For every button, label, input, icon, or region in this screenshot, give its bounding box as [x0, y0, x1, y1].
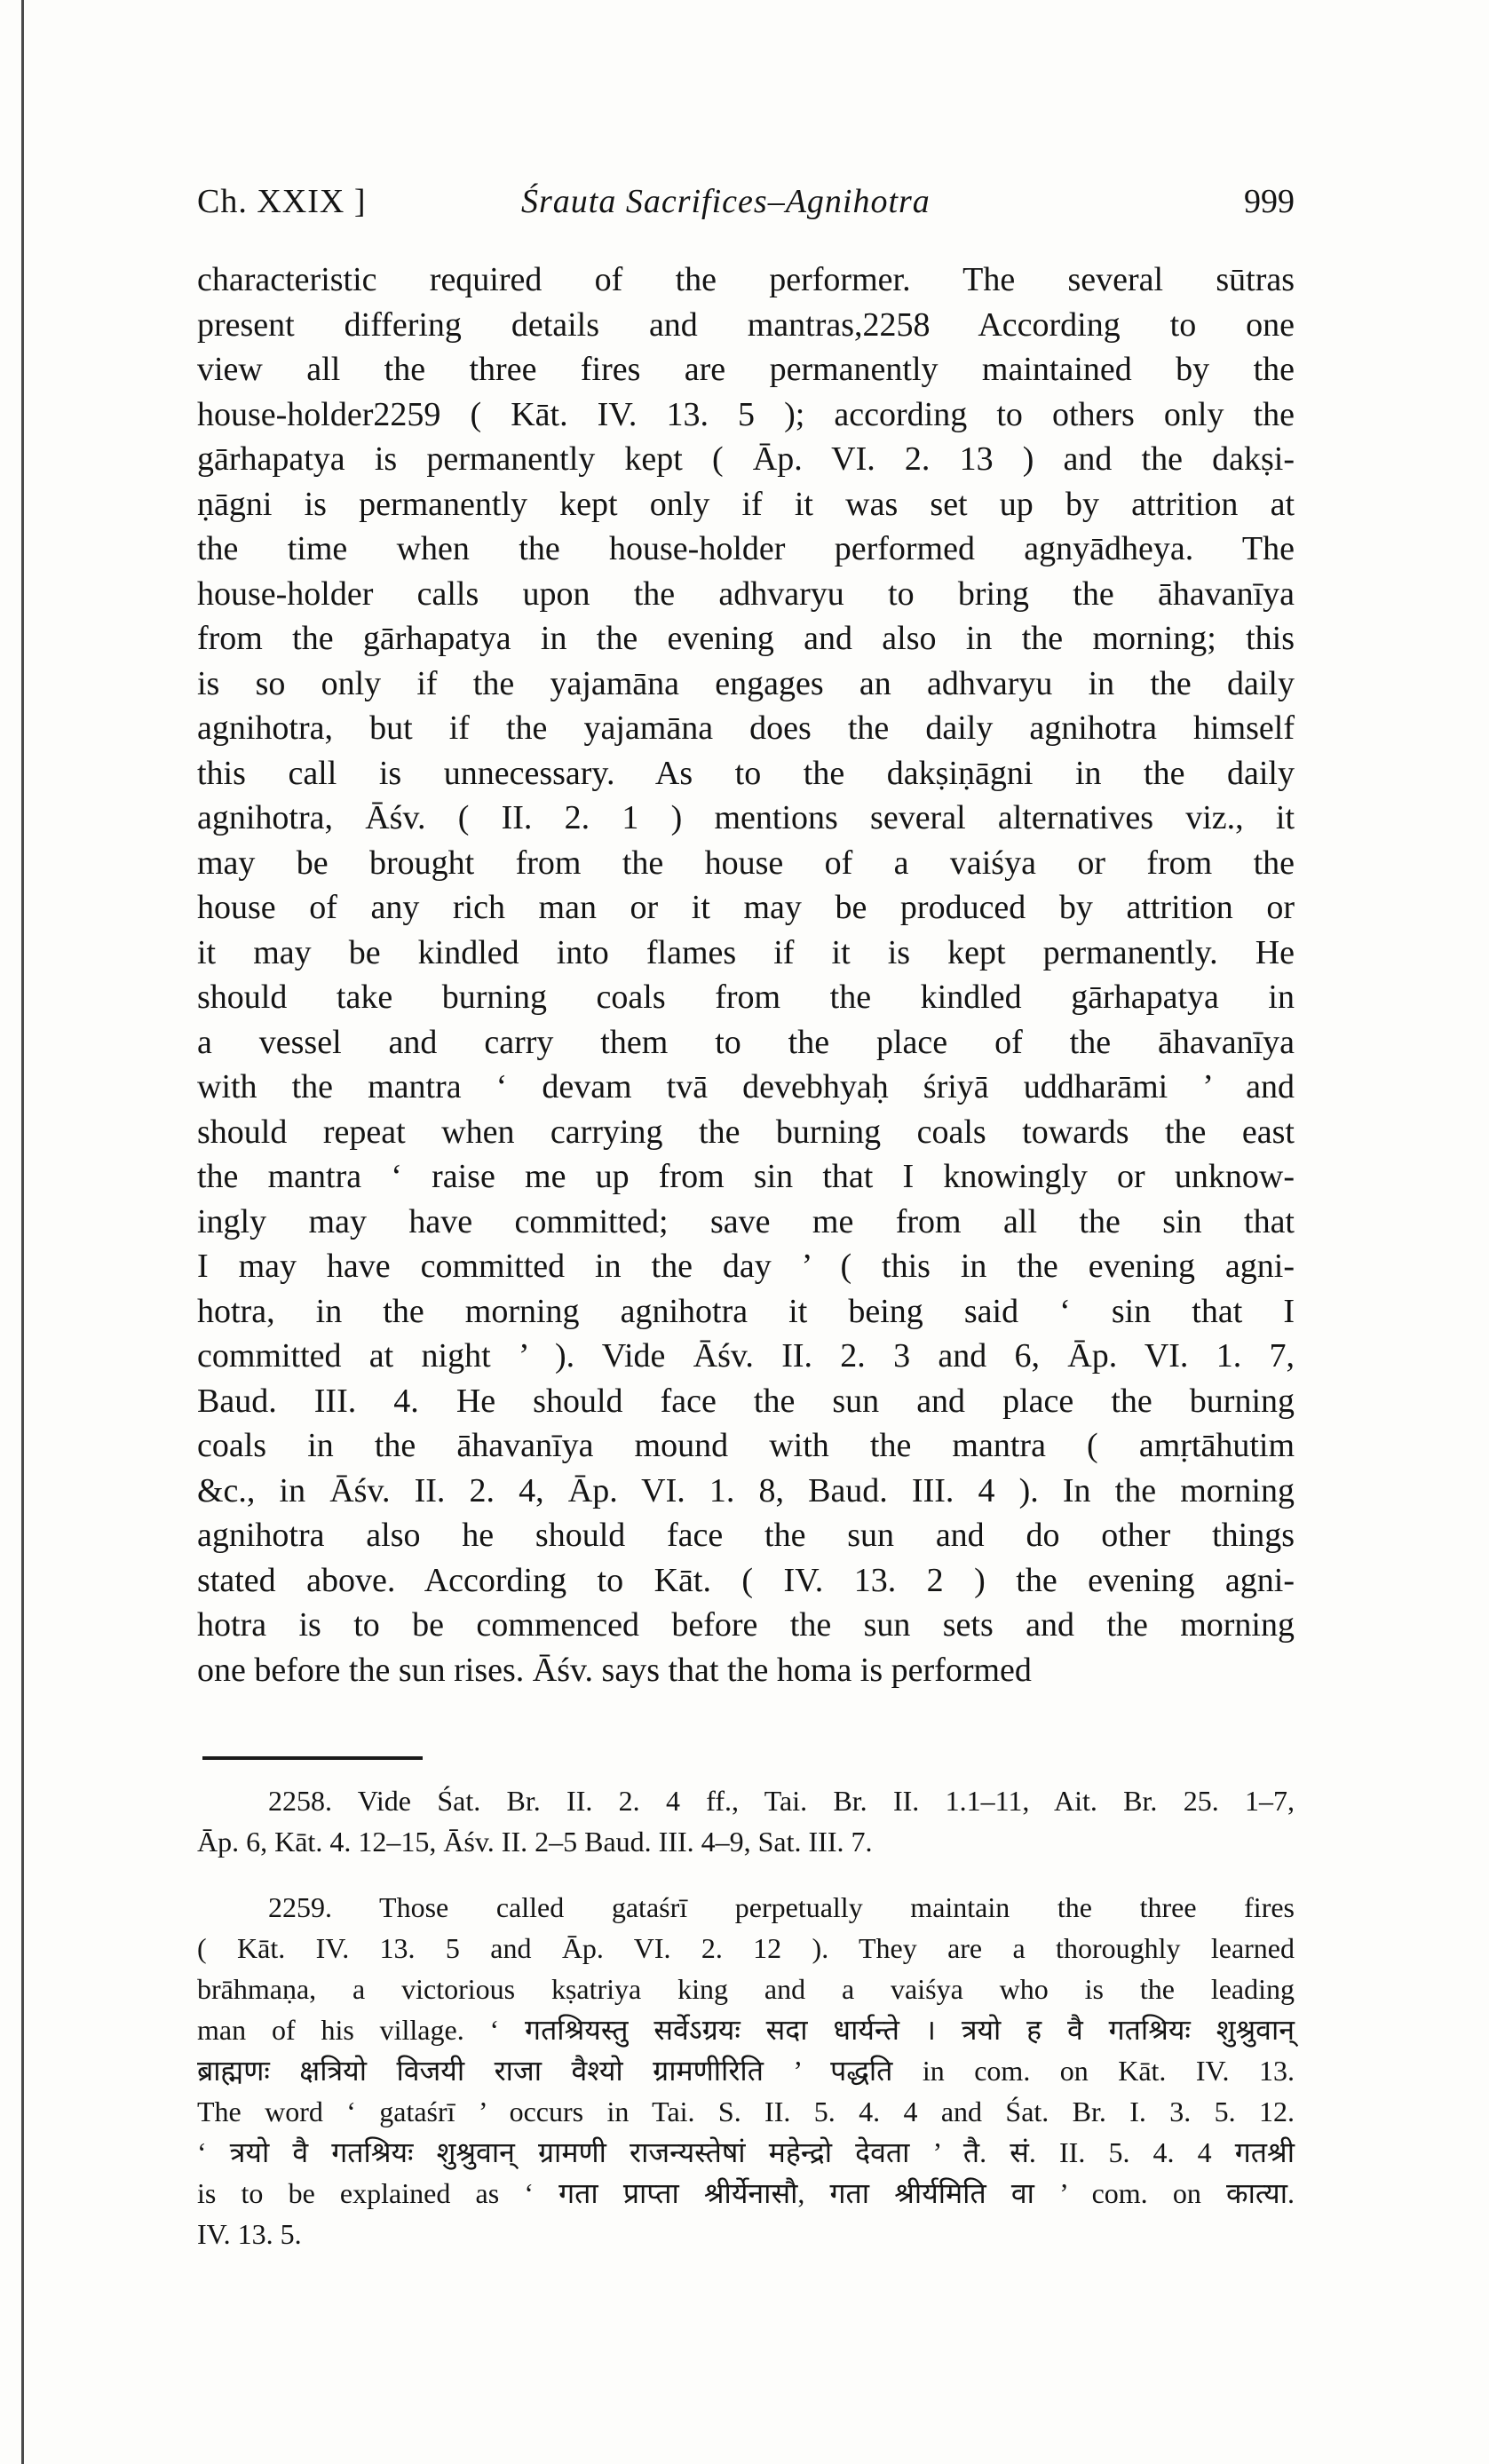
body-line: should repeat when carrying the burning coals towards the east: [197, 1113, 1295, 1151]
footnote-2259-line: ‘ त्रयो वै गतश्रियः शुश्रुवान् ग्रामणी राजन्यस्तेषां महेन्द्रो देवता ’ तै. सं. II. 5. 4. 4 गतश्री: [197, 2136, 1295, 2168]
section-title: Śrauta Sacrifices–Agnihotra: [521, 183, 931, 220]
footnote-gap: [197, 1862, 1295, 1887]
body-line: this call is unnecessary. As to the dakṣiṇāgni in the daily: [197, 754, 1295, 792]
body-line: I may have committed in the day ’ ( this in the evening agni-: [197, 1248, 1295, 1285]
footnote-separator-rule: [202, 1756, 423, 1760]
body-line: the mantra ‘ raise me up from sin that I knowingly or unknow-: [197, 1158, 1295, 1195]
body-line: stated above. According to Kāt. ( IV. 13. 2 ) the evening agni-: [197, 1561, 1295, 1599]
footnote-2259-line: brāhmaṇa, a victorious kṣatriya king and a vaiśya who is the leading: [197, 1973, 1295, 2005]
body-line: agnihotra, but if the yajamāna does the daily agnihotra himself: [197, 709, 1295, 747]
body-line: it may be kindled into flames if it is kept permanently. He: [197, 933, 1295, 971]
body-line: with the mantra ‘ devam tvā devebhyaḥ śriyā uddharāmi ’ and: [197, 1068, 1295, 1105]
body-line: hotra is to be commenced before the sun sets and the morning: [197, 1606, 1295, 1644]
body-line: the time when the house-holder performed agnyādheya. The: [197, 530, 1295, 567]
body-line: house-holder2259 ( Kāt. IV. 13. 5 ); according to others only the: [197, 395, 1295, 433]
body-paragraph: [197, 257, 1295, 1692]
footnote-2258-line: Āp. 6, Kāt. 4. 12–15, Āśv. II. 2–5 Baud. III. 4–9, Sat. III. 7.: [197, 1826, 873, 1858]
body-line: Baud. III. 4. He should face the sun and place the burning: [197, 1382, 1295, 1420]
body-line: characteristic required of the performer. The several sūtras: [197, 261, 1295, 298]
body-line: view all the three fires are permanently maintained by the: [197, 351, 1295, 388]
footnote-2259-line: is to be explained as ‘ गता प्राप्ता श्रीर्येनासौ, गता श्रीर्यमिति वा ’ com. on कात्या.: [197, 2177, 1295, 2209]
body-line: present differing details and mantras,2258 According to one: [197, 305, 1295, 344]
body-line: may be brought from the house of a vaiśya or from the: [197, 844, 1295, 882]
body-line: should take burning coals from the kindled gārhapatya in: [197, 978, 1295, 1016]
body-line: gārhapatya is permanently kept ( Āp. VI. 2. 13 ) and the dakṣi-: [197, 440, 1295, 478]
scan-gutter-line: [21, 0, 24, 2464]
body-line: committed at night ’ ). Vide Āśv. II. 2. 3 and 6, Āp. VI. 1. 7,: [197, 1337, 1295, 1375]
footnote-2259-line: IV. 13. 5.: [197, 2218, 302, 2250]
footnote-2259-line: 2259. Those called gataśrī perpetually maintain the three fires: [268, 1891, 1295, 1923]
body-line: house of any rich man or it may be produced by attrition or: [197, 889, 1295, 926]
chapter-label: Ch. XXIX ]: [197, 183, 367, 220]
page-number: 999: [1244, 183, 1295, 220]
body-line: from the gārhapatya in the evening and also in the morning; this: [197, 620, 1295, 657]
footnote-2259-line: man of his village. ‘ गतश्रियस्तु सर्वेऽग्रयः सदा धार्यन्ते । त्रयो ह वै गतश्रियः शुश्रुवान्: [197, 2014, 1295, 2046]
footnote-2259-line: ब्राह्मणः क्षत्रियो विजयी राजा वैश्यो ग्रामणीरिति ’ पद्धति in com. on Kāt. IV. 13.: [197, 2055, 1295, 2087]
running-head: [197, 182, 1295, 235]
footnotes: [197, 1780, 1295, 2254]
body-line: is so only if the yajamāna engages an adhvaryu in the daily: [197, 664, 1295, 702]
body-line: &c., in Āśv. II. 2. 4, Āp. VI. 1. 8, Baud. III. 4 ). In the morning: [197, 1471, 1295, 1509]
footnote-2258-line: 2258. Vide Śat. Br. II. 2. 4 ff., Tai. Br. II. 1.1–11, Ait. Br. 25. 1–7,: [268, 1785, 1295, 1817]
body-line: ṇāgni is permanently kept only if it was set up by attrition at: [197, 485, 1295, 523]
body-line: ingly may have committed; save me from all the sin that: [197, 1202, 1295, 1240]
body-line: agnihotra, Āśv. ( II. 2. 1 ) mentions several alternatives viz., it: [197, 799, 1295, 836]
body-line: house-holder calls upon the adhvaryu to bring the āhavanīya: [197, 574, 1295, 613]
body-line: hotra, in the morning agnihotra it being said ‘ sin that I: [197, 1292, 1295, 1330]
body-line: coals in the āhavanīya mound with the mantra ( amṛtāhutim: [197, 1427, 1295, 1464]
footnote-2259-line: ( Kāt. IV. 13. 5 and Āp. VI. 2. 12 ). They are a thoroughly learned: [197, 1932, 1295, 1964]
body-line: one before the sun rises. Āśv. says that the homa is performed: [197, 1651, 1032, 1689]
body-line: a vessel and carry them to the place of the āhavanīya: [197, 1023, 1295, 1061]
footnote-2259-line: The word ‘ gataśrī ’ occurs in Tai. S. II. 5. 4. 4 and Śat. Br. I. 3. 5. 12.: [197, 2096, 1295, 2127]
body-line: agnihotra also he should face the sun and do other things: [197, 1517, 1295, 1554]
